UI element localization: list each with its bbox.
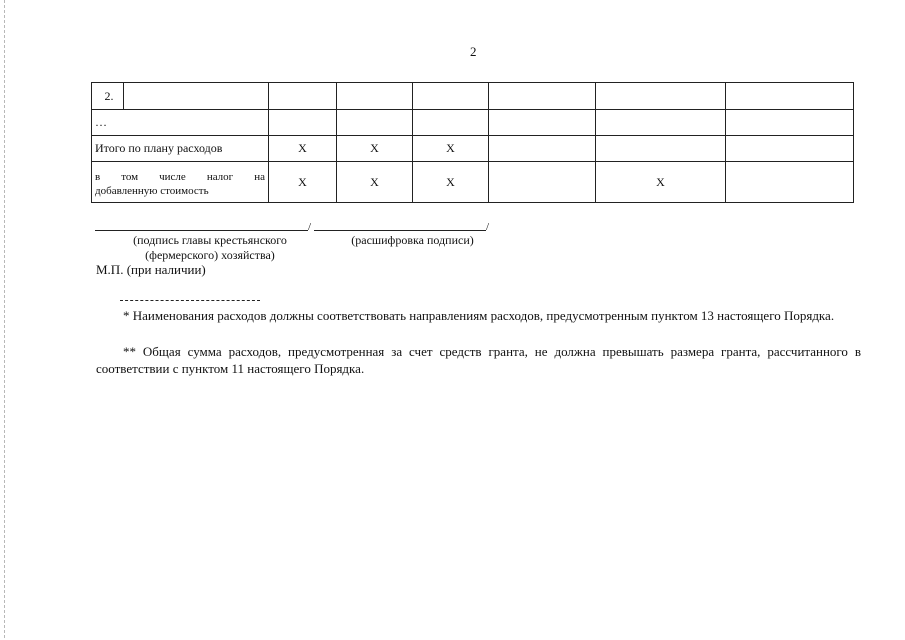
footnote-1: * Наименования расходов должны соответствовать направлениям расходов, предусмотренным пунктом 13 настоящего Порядка. bbox=[123, 308, 835, 323]
signature-decoding-line bbox=[314, 230, 486, 231]
caption-line: (подпись главы крестьянского bbox=[133, 233, 287, 247]
row-number: 2. bbox=[95, 83, 124, 109]
table-cell bbox=[489, 110, 596, 136]
table-cell bbox=[489, 162, 596, 203]
table-cell bbox=[726, 110, 854, 136]
table-row-vat bbox=[92, 162, 854, 203]
table-cell bbox=[269, 110, 337, 136]
vat-word: в bbox=[95, 170, 101, 183]
footnote-separator bbox=[120, 300, 260, 301]
scan-edge-line bbox=[4, 0, 5, 640]
x-mark: Х bbox=[269, 162, 337, 203]
signature-head-caption bbox=[110, 233, 310, 263]
vat-word: налог bbox=[206, 170, 234, 183]
total-label: Итого по плану расходов bbox=[92, 136, 269, 162]
vat-word: том bbox=[121, 170, 139, 183]
signature-line bbox=[95, 230, 308, 231]
vat-word: числе bbox=[159, 170, 186, 183]
page-number: 2 bbox=[470, 44, 477, 59]
vat-word: на bbox=[254, 170, 265, 183]
stamp-note: М.П. (при наличии) bbox=[96, 262, 206, 277]
x-mark: Х bbox=[337, 136, 413, 162]
expenses-table bbox=[91, 82, 854, 203]
footnote-2: ** Общая сумма расходов, предусмотренная за счет средств гранта, не должна превышать размера гранта, рассчитанного в соответствии с пунктом 11 настоящего Порядка. bbox=[96, 344, 861, 376]
table-row-total bbox=[92, 136, 854, 162]
caption-line: (фермерского) хозяйства) bbox=[145, 248, 275, 262]
table-row-ellipsis bbox=[92, 110, 854, 136]
table-cell bbox=[337, 110, 413, 136]
vat-label-cell bbox=[92, 162, 269, 203]
signature-slash: / bbox=[308, 221, 312, 233]
vat-label-line2: добавленную стоимость bbox=[95, 184, 209, 197]
ellipsis-cell: … bbox=[92, 110, 269, 136]
table-cell bbox=[726, 162, 854, 203]
table-cell bbox=[596, 136, 726, 162]
table-cell bbox=[489, 83, 596, 110]
signature-decoding-caption: (расшифровка подписи) bbox=[351, 233, 474, 247]
table-cell bbox=[413, 110, 489, 136]
table-cell bbox=[596, 110, 726, 136]
row-2-label-cell bbox=[92, 83, 269, 110]
x-mark: Х bbox=[413, 136, 489, 162]
table-cell bbox=[726, 136, 854, 162]
table-row-2 bbox=[92, 83, 854, 110]
x-mark: Х bbox=[596, 162, 726, 203]
table-cell bbox=[489, 136, 596, 162]
table-cell bbox=[596, 83, 726, 110]
table-cell bbox=[413, 83, 489, 110]
table-cell bbox=[337, 83, 413, 110]
table-cell bbox=[726, 83, 854, 110]
table-cell bbox=[269, 83, 337, 110]
x-mark: Х bbox=[413, 162, 489, 203]
x-mark: Х bbox=[337, 162, 413, 203]
signature-slash: / bbox=[486, 221, 490, 233]
x-mark: Х bbox=[269, 136, 337, 162]
